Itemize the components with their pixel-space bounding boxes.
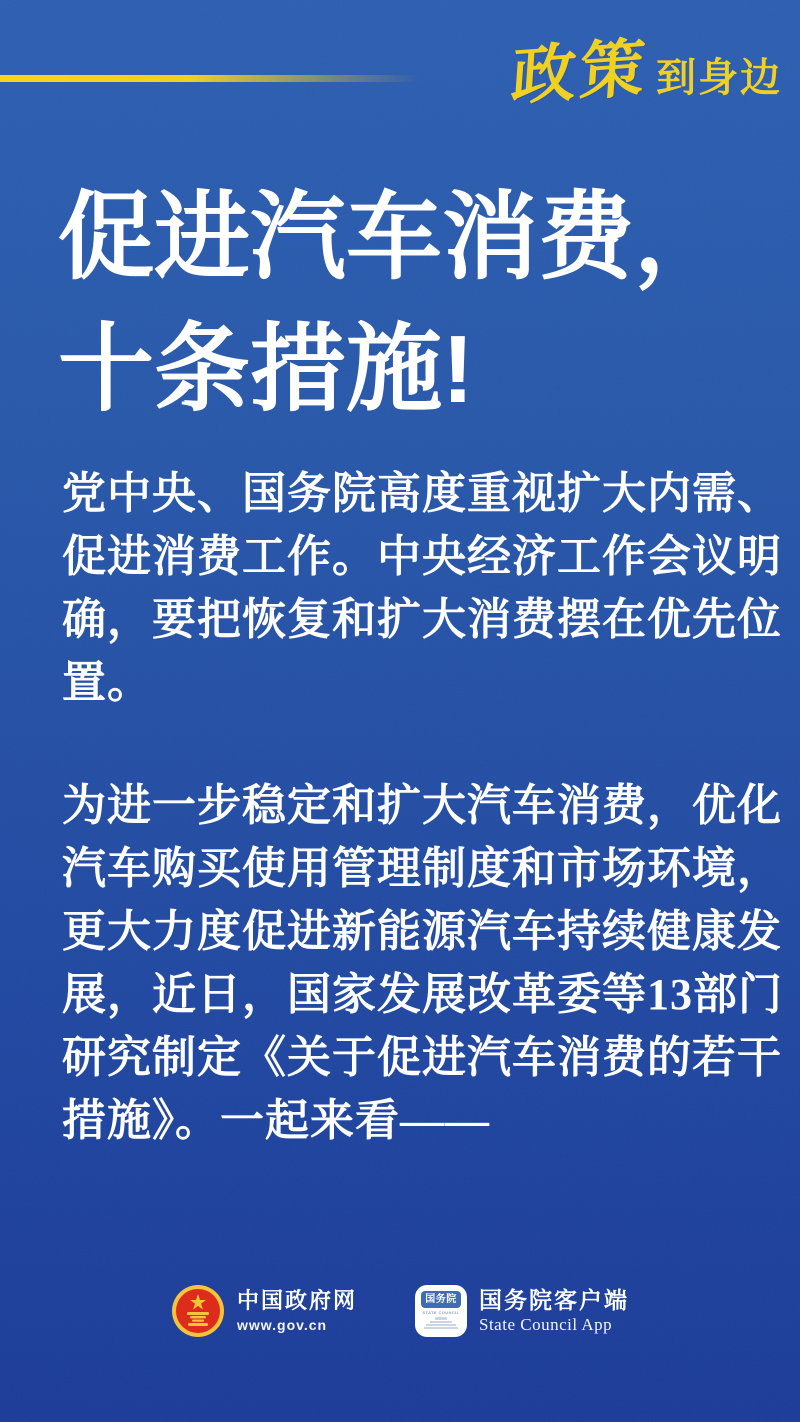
state-council-app-icon — [415, 1285, 467, 1337]
app-icon-sub-label: STATE COUNCIL — [422, 1310, 460, 1315]
national-emblem-icon — [171, 1284, 225, 1338]
paragraph-line: 置。 — [62, 658, 152, 707]
title-line-2: 十条措施! — [58, 316, 474, 423]
paragraph-line: 为进一步稳定和扩大汽车消费，优化 — [62, 781, 782, 830]
paragraph-line: 措施》。一起来看—— — [62, 1096, 490, 1145]
gov-website-name: 中国政府网 — [236, 1288, 357, 1313]
gov-website-url: www.gov.cn — [236, 1317, 328, 1333]
body-paragraph-1 — [62, 462, 782, 714]
state-council-app-block — [415, 1285, 629, 1337]
paragraph-line: 汽车购买使用管理制度和市场环境， — [62, 844, 782, 893]
paragraph-line: 党中央、国务院高度重视扩大内需、 — [62, 469, 782, 518]
paragraph-line: 展，近日，国家发展改革委等13部门 — [62, 970, 783, 1019]
brand-suffix-text: 到身边 — [656, 56, 782, 100]
top-accent-line — [0, 75, 420, 82]
paragraph-line: 研究制定《关于促进汽车消费的若干 — [62, 1033, 782, 1082]
paragraph-line: 促进消费工作。中央经济工作会议明 — [62, 532, 782, 581]
gov-website-texts — [237, 1289, 357, 1333]
state-council-app-subtitle: State Council App — [479, 1314, 613, 1334]
paragraph-line: 更大力度促进新能源汽车持续健康发 — [62, 907, 782, 956]
state-council-app-texts — [479, 1288, 629, 1335]
paragraph-line: 确，要把恢复和扩大消费摆在优先位 — [62, 595, 782, 644]
title-line-1: 促进汽车消费， — [58, 184, 730, 291]
brand-calligraphy-text: 政策 — [508, 31, 652, 113]
app-icon-badge-label: 国务院 — [421, 1291, 461, 1308]
state-council-app-name: 国务院客户端 — [479, 1286, 629, 1313]
app-icon-building-glyph — [424, 1317, 458, 1331]
brand-logo — [508, 31, 782, 113]
page-title — [58, 172, 730, 436]
body-paragraph-2 — [62, 774, 783, 1152]
gov-website-block — [171, 1284, 357, 1338]
footer — [0, 1284, 800, 1338]
